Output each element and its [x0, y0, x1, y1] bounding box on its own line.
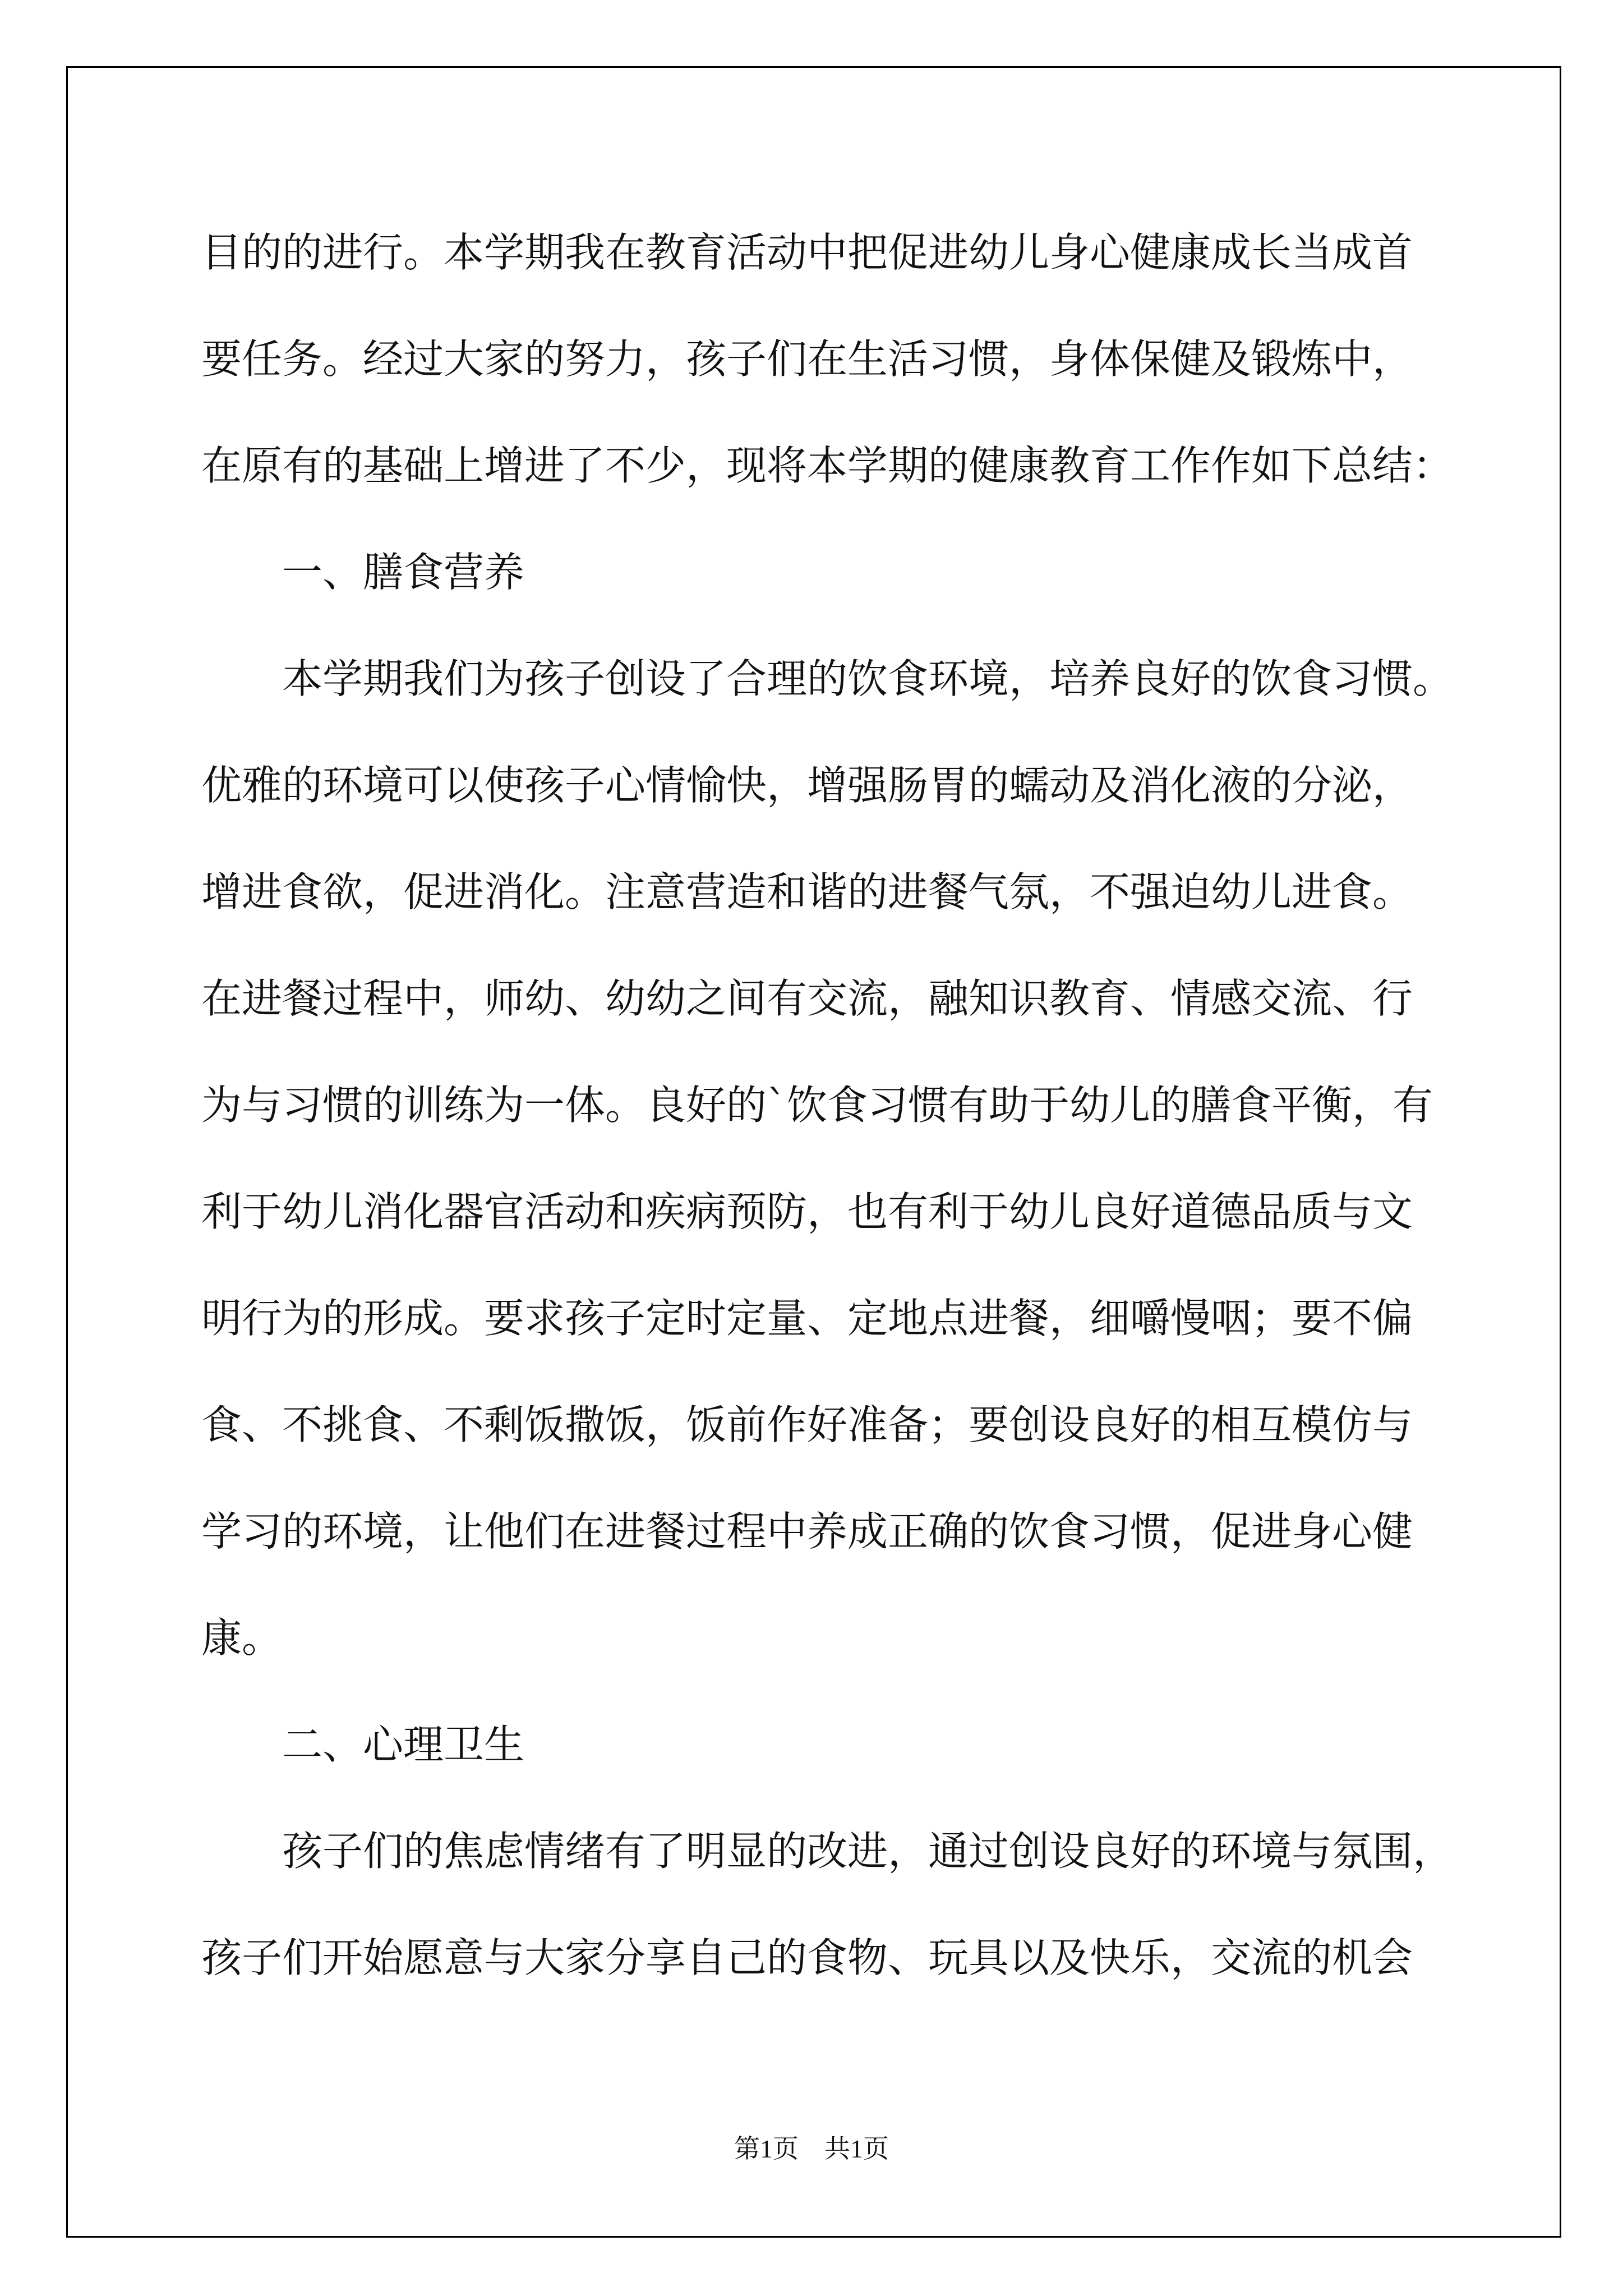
body-text-line: 增进食欲，促进消化。注意营造和谐的进餐气氛，不强迫幼儿进食。 — [201, 868, 1413, 915]
body-text-line: 孩子们开始愿意与大家分享自己的食物、玩具以及快乐，交流的机会 — [201, 1934, 1413, 1981]
body-text-line: 在原有的基础上增进了不少，现将本学期的健康教育工作作如下总结： — [201, 442, 1454, 489]
page-number-total: 共1页 — [824, 2134, 889, 2163]
body-text-line: 明行为的形成。要求孩子定时定量、定地点进餐，细嚼慢咽；要不偏 — [201, 1295, 1413, 1342]
section-heading: 二、心理卫生 — [282, 1721, 525, 1768]
body-text-line: 利于幼儿消化器官活动和疾病预防，也有利于幼儿良好道德品质与文 — [201, 1188, 1413, 1235]
page-number-current: 第1页 — [734, 2134, 799, 2163]
body-text-line: 在进餐过程中，师幼、幼幼之间有交流，融知识教育、情感交流、行 — [201, 975, 1413, 1022]
section-heading: 一、膳食营养 — [282, 549, 525, 596]
document-body — [201, 199, 1491, 2011]
body-text-line: 孩子们的焦虑情绪有了明显的改进，通过创设良好的环境与氛围， — [282, 1828, 1454, 1875]
body-text-line: 学习的环境，让他们在进餐过程中养成正确的饮食习惯，促进身心健 — [201, 1508, 1413, 1555]
body-text-line: 康。 — [201, 1614, 283, 1662]
body-text-line: 目的的进行。本学期我在教育活动中把促进幼儿身心健康成长当成首 — [201, 229, 1413, 276]
body-text-line: 本学期我们为孩子创设了合理的饮食环境，培养良好的饮食习惯。 — [282, 655, 1454, 702]
body-text-line: 食、不挑食、不剩饭撒饭，饭前作好准备；要创设良好的相互模仿与 — [201, 1401, 1413, 1448]
page-footer — [0, 2132, 1623, 2166]
body-text-line: 要任务。经过大家的努力，孩子们在生活习惯，身体保健及锻炼中， — [201, 335, 1413, 383]
body-text-line: 为与习惯的训练为一体。良好的`饮食习惯有助于幼儿的膳食平衡，有 — [201, 1082, 1433, 1129]
body-text-line: 优雅的环境可以使孩子心情愉快，增强肠胃的蠕动及消化液的分泌， — [201, 762, 1413, 809]
